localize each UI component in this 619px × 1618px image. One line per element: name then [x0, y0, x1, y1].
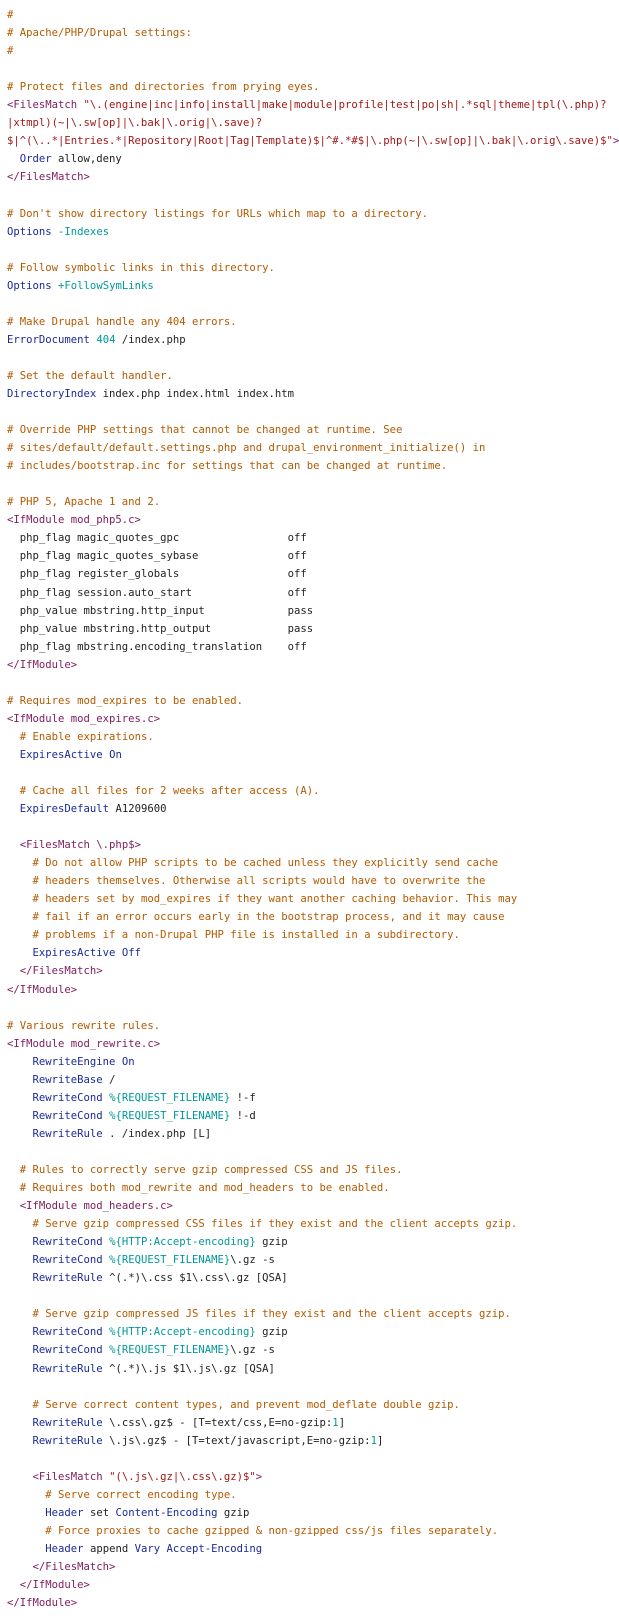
- tag-token: <FilesMatch: [32, 1470, 110, 1483]
- code-line: [7, 168, 600, 186]
- comment-token: # Cache all files for 2 weeks after access (A).: [19, 785, 320, 798]
- code-line: [7, 1305, 600, 1323]
- text-token: [7, 857, 33, 869]
- text-token: [7, 1326, 33, 1338]
- code-line: [7, 836, 600, 854]
- directive-token: RewriteCond: [32, 1344, 103, 1357]
- text-token: [7, 785, 20, 797]
- tag-token: <IfModule mod_headers.c>: [19, 1200, 173, 1213]
- comment-token: # Serve gzip compressed JS files if they exist and the client accepts gzip.: [32, 1308, 511, 1321]
- tag-token: </IfModule>: [7, 983, 78, 996]
- comment-token: #: [7, 45, 14, 58]
- text-token: [7, 1110, 33, 1122]
- code-line: [7, 78, 600, 96]
- tag-token: </IfModule>: [7, 658, 78, 671]
- text-token: [7, 731, 20, 743]
- code-line: [7, 1414, 600, 1432]
- code-line: [7, 114, 600, 132]
- comment-token: # Various rewrite rules.: [7, 1019, 161, 1032]
- code-line: [7, 908, 600, 926]
- text-token: [7, 1272, 33, 1284]
- code-line: [7, 511, 600, 529]
- text-token: allow,deny: [51, 153, 122, 166]
- comment-token: # Don't show directory listings for URLs which map to a directory.: [7, 207, 428, 220]
- code-line: [7, 439, 600, 457]
- text-token: ]: [338, 1416, 346, 1429]
- code-line: [7, 602, 600, 620]
- number-token: 404: [96, 333, 116, 346]
- text-token: A1209600: [109, 803, 167, 816]
- text-token: [7, 1561, 33, 1573]
- code-line: [7, 944, 600, 962]
- directive-token: On: [109, 748, 122, 761]
- code-line: [7, 42, 600, 60]
- directive-token: ExpiresActive: [32, 947, 116, 960]
- tag-token: </IfModule>: [19, 1579, 90, 1592]
- code-line: [7, 1360, 600, 1378]
- code-listing: [7, 6, 619, 1612]
- code-line: [7, 1450, 600, 1468]
- code-line: [7, 638, 600, 656]
- directive-token: Options: [7, 279, 52, 292]
- code-line: [7, 981, 600, 999]
- code-line: [7, 277, 600, 295]
- directive-token: Vary: [134, 1542, 161, 1555]
- code-line: [7, 1341, 600, 1359]
- tag-token: <IfModule mod_php5.c>: [7, 514, 141, 527]
- text-token: [7, 965, 20, 977]
- directive-token: RewriteCond: [32, 1091, 103, 1104]
- code-line: [7, 800, 600, 818]
- code-line: [7, 565, 600, 583]
- comment-token: # sites/default/default.settings.php and drupal_environment_initialize() in: [7, 442, 486, 455]
- code-line: [7, 872, 600, 890]
- code-line: [7, 1522, 600, 1540]
- text-token: php_flag session.auto_start off: [7, 586, 307, 599]
- code-line: [7, 529, 600, 547]
- text-token: php_value mbstring.http_output pass: [7, 622, 314, 635]
- code-line: [7, 331, 600, 349]
- code-line: [7, 764, 600, 782]
- tag-token: <IfModule mod_expires.c>: [7, 712, 161, 725]
- text-token: index.php index.html index.htm: [96, 387, 295, 400]
- code-line: [7, 1504, 600, 1522]
- text-token: ]: [376, 1434, 384, 1447]
- directive-token: Off: [121, 947, 141, 960]
- code-line: [7, 728, 600, 746]
- code-line: [7, 367, 600, 385]
- code-line: [7, 620, 600, 638]
- text-token: \.gz -s: [230, 1254, 275, 1267]
- argument-token: +FollowSymLinks: [58, 279, 154, 292]
- comment-token: # Protect files and directories from prying eyes.: [7, 81, 320, 94]
- comment-token: # PHP 5, Apache 1 and 2.: [7, 496, 161, 509]
- code-line: [7, 999, 600, 1017]
- code-line: [7, 782, 600, 800]
- code-line: [7, 1287, 600, 1305]
- code-line: [7, 1468, 600, 1486]
- directive-token: ExpiresDefault: [19, 803, 110, 816]
- code-line: [7, 692, 600, 710]
- text-token: [7, 1579, 20, 1591]
- code-line: [7, 150, 600, 168]
- text-token: [7, 1471, 33, 1483]
- directive-token: RewriteRule: [32, 1272, 103, 1285]
- text-token: [7, 1507, 45, 1519]
- code-line: [7, 132, 619, 150]
- comment-token: #: [7, 9, 14, 21]
- tag-token: >: [612, 135, 619, 148]
- code-line: [7, 259, 600, 277]
- directive-token: Order: [19, 153, 52, 166]
- text-token: [7, 1200, 20, 1212]
- text-token: [7, 1128, 33, 1140]
- comment-token: # Serve correct content types, and prevent mod_deflate double gzip.: [32, 1398, 460, 1411]
- code-line: [7, 475, 600, 493]
- directive-token: RewriteRule: [32, 1416, 103, 1429]
- code-line: [7, 1558, 600, 1576]
- code-line: [7, 96, 607, 114]
- string-token: $|^(\..*|Entries.*|Repository|Root|Tag|Template)$|^#.*#$|\.php(~|\.sw[op]|\.bak|\.orig\.save)$": [7, 135, 613, 148]
- code-line: [7, 403, 600, 421]
- directive-token: RewriteCond: [32, 1326, 103, 1339]
- code-line: [7, 674, 600, 692]
- text-token: php_value mbstring.http_input pass: [7, 604, 314, 617]
- comment-token: # problems if a non-Drupal PHP file is installed in a subdirectory.: [32, 929, 460, 942]
- code-line: [7, 1269, 600, 1287]
- text-token: [7, 1236, 33, 1248]
- directive-token: Options: [7, 225, 52, 238]
- text-token: gzip: [255, 1326, 288, 1339]
- code-line: [7, 1143, 600, 1161]
- text-token: [7, 153, 20, 165]
- code-line: [7, 1089, 600, 1107]
- tag-token: <IfModule mod_rewrite.c>: [7, 1037, 161, 1050]
- directive-token: On: [121, 1055, 135, 1068]
- tag-token: <FilesMatch \.php$>: [19, 839, 141, 852]
- directive-token: RewriteCond: [32, 1236, 103, 1249]
- text-token: ^(.*)\.css $1\.css\.gz [QSA]: [102, 1272, 288, 1285]
- text-token: /index.php: [115, 333, 186, 346]
- code-line: [7, 223, 600, 241]
- comment-token: # headers themselves. Otherwise all scripts would have to overwrite the: [32, 875, 486, 888]
- code-line: [7, 854, 600, 872]
- code-line: [7, 349, 600, 367]
- comment-token: # Serve gzip compressed CSS files if they exist and the client accepts gzip.: [32, 1218, 518, 1231]
- code-line: [7, 656, 600, 674]
- code-line: [7, 1161, 600, 1179]
- comment-token: # Do not allow PHP scripts to be cached unless they explicitly send cache: [32, 857, 499, 870]
- code-line: [7, 421, 600, 439]
- directive-token: Header: [45, 1542, 84, 1555]
- number-token: 1: [332, 1416, 339, 1429]
- text-token: [7, 893, 33, 905]
- text-token: . /index.php [L]: [102, 1127, 212, 1140]
- code-line: [7, 24, 600, 42]
- tag-token: </FilesMatch>: [32, 1561, 116, 1574]
- text-token: php_flag mbstring.encoding_translation off: [7, 640, 307, 653]
- directive-token: Accept-Encoding: [166, 1542, 263, 1555]
- text-token: gzip: [217, 1506, 250, 1519]
- text-token: [7, 875, 33, 887]
- text-token: php_flag magic_quotes_sybase off: [7, 550, 307, 563]
- text-token: [7, 749, 20, 761]
- tag-token: <FilesMatch: [7, 99, 84, 112]
- code-line: [7, 818, 600, 836]
- text-token: [7, 1525, 45, 1537]
- directive-token: ExpiresActive: [19, 748, 103, 761]
- code-line: [7, 186, 600, 204]
- text-token: [7, 839, 20, 851]
- text-token: [7, 1164, 20, 1176]
- comment-token: # Override PHP settings that cannot be changed at runtime. See: [7, 424, 403, 437]
- text-token: [7, 1417, 33, 1429]
- directive-token: DirectoryIndex: [7, 387, 97, 400]
- text-token: [7, 947, 33, 959]
- comment-token: # Force proxies to cache gzipped & non-gzipped css/js files separately.: [45, 1524, 499, 1537]
- comment-token: # Rules to correctly serve gzip compressed CSS and JS files.: [19, 1164, 403, 1176]
- text-token: set: [83, 1506, 116, 1519]
- code-line: [7, 493, 600, 511]
- code-line: [7, 584, 600, 602]
- text-token: [7, 929, 33, 941]
- directive-token: RewriteBase: [32, 1073, 103, 1086]
- code-line: [7, 962, 600, 980]
- directive-token: RewriteEngine: [32, 1055, 116, 1068]
- code-line: [7, 1594, 600, 1612]
- directive-token: RewriteRule: [32, 1127, 103, 1140]
- text-token: [7, 1543, 45, 1555]
- code-line: [7, 1125, 600, 1143]
- code-line: [7, 6, 600, 24]
- comment-token: # Follow symbolic links in this directory.: [7, 261, 275, 274]
- comment-token: # includes/bootstrap.inc for settings that can be changed at runtime.: [7, 460, 448, 473]
- text-token: [7, 1489, 45, 1501]
- number-token: 1: [370, 1434, 377, 1447]
- code-line: [7, 1233, 600, 1251]
- code-line: [7, 1053, 600, 1071]
- code-line: [7, 60, 600, 78]
- argument-token: -Indexes: [58, 225, 110, 238]
- comment-token: # Requires mod_expires to be enabled.: [7, 694, 243, 707]
- directive-token: RewriteCond: [32, 1109, 103, 1122]
- string-token: "(\.js\.gz|\.css\.gz)$": [109, 1470, 256, 1483]
- tag-token: </FilesMatch>: [7, 171, 90, 184]
- code-line: [7, 1107, 600, 1125]
- argument-token: %{REQUEST_FILENAME}: [109, 1254, 231, 1267]
- code-line: [7, 1540, 600, 1558]
- argument-token: %{REQUEST_FILENAME}: [109, 1091, 231, 1104]
- code-line: [7, 205, 600, 223]
- code-line: [7, 313, 600, 331]
- tag-token: >: [255, 1470, 263, 1483]
- comment-token: # Enable expirations.: [19, 730, 154, 743]
- text-token: gzip: [255, 1236, 288, 1249]
- code-line: [7, 295, 600, 313]
- text-token: !-d: [230, 1109, 256, 1122]
- text-token: [7, 1074, 33, 1086]
- directive-token: Header: [45, 1506, 84, 1519]
- comment-token: # Set the default handler.: [7, 369, 173, 382]
- directive-token: RewriteRule: [32, 1362, 103, 1375]
- code-line: [7, 1378, 600, 1396]
- code-line: [7, 746, 600, 764]
- code-line: [7, 926, 600, 944]
- code-line: [7, 1215, 600, 1233]
- text-token: [7, 1344, 33, 1356]
- text-token: /: [102, 1073, 116, 1086]
- text-token: [7, 803, 20, 815]
- comment-token: # fail if an error occurs early in the bootstrap process, and it may cause: [32, 911, 505, 924]
- comment-token: # headers set by mod_expires if they want another caching behavior. This may: [32, 893, 518, 906]
- argument-token: %{HTTP:Accept-encoding}: [109, 1236, 256, 1249]
- code-line: [7, 890, 600, 908]
- code-line: [7, 1251, 600, 1269]
- comment-token: # Make Drupal handle any 404 errors.: [7, 315, 237, 328]
- code-line: [7, 1323, 600, 1341]
- code-line: [7, 457, 600, 475]
- argument-token: %{REQUEST_FILENAME}: [109, 1344, 231, 1357]
- comment-token: # Serve correct encoding type.: [45, 1488, 237, 1501]
- argument-token: %{HTTP:Accept-encoding}: [109, 1326, 256, 1339]
- text-token: [7, 1056, 33, 1068]
- text-token: [7, 1435, 33, 1447]
- text-token: \.css\.gz$ - [T=text/css,E=no-gzip:: [102, 1416, 333, 1429]
- comment-token: # Requires both mod_rewrite and mod_headers to be enabled.: [19, 1182, 390, 1195]
- code-line: [7, 547, 600, 565]
- text-token: \.js\.gz$ - [T=text/javascript,E=no-gzip:: [102, 1434, 371, 1447]
- directive-token: RewriteCond: [32, 1254, 103, 1267]
- text-token: php_flag magic_quotes_gpc off: [7, 532, 307, 545]
- text-token: !-f: [230, 1091, 256, 1104]
- directive-token: RewriteRule: [32, 1434, 103, 1447]
- code-line: [7, 1576, 600, 1594]
- code-line: [7, 1486, 600, 1504]
- code-line: [7, 1396, 600, 1414]
- tag-token: </FilesMatch>: [19, 965, 103, 978]
- code-line: [7, 710, 600, 728]
- code-line: [7, 1179, 600, 1197]
- text-token: ^(.*)\.js $1\.js\.gz [QSA]: [102, 1362, 275, 1375]
- text-token: \.gz -s: [230, 1344, 275, 1357]
- text-token: [7, 1092, 33, 1104]
- code-line: [7, 385, 600, 403]
- comment-token: # Apache/PHP/Drupal settings:: [7, 27, 192, 40]
- code-line: [7, 1017, 600, 1035]
- text-token: [7, 1254, 33, 1266]
- code-line: [7, 1071, 600, 1089]
- code-line: [7, 1197, 600, 1215]
- text-token: [7, 1399, 33, 1411]
- directive-token: ErrorDocument: [7, 333, 90, 346]
- code-line: [7, 1432, 600, 1450]
- text-token: [7, 1363, 33, 1375]
- string-token: "\.(engine|inc|info|install|make|module|profile|test|po|sh|.*sql|theme|tpl(\.php)?: [83, 99, 607, 112]
- code-line: [7, 241, 600, 259]
- text-token: [7, 1182, 20, 1194]
- directive-token: Content-Encoding: [115, 1506, 218, 1519]
- text-token: [7, 1218, 33, 1230]
- argument-token: %{REQUEST_FILENAME}: [109, 1109, 231, 1122]
- text-token: php_flag register_globals off: [7, 568, 307, 581]
- text-token: append: [83, 1542, 135, 1555]
- text-token: [7, 1308, 33, 1320]
- code-line: [7, 1035, 600, 1053]
- text-token: [7, 911, 33, 923]
- tag-token: </IfModule>: [7, 1597, 78, 1610]
- string-token: |xtmpl)(~|\.sw[op]|\.bak|\.orig|\.save)?: [7, 117, 263, 130]
